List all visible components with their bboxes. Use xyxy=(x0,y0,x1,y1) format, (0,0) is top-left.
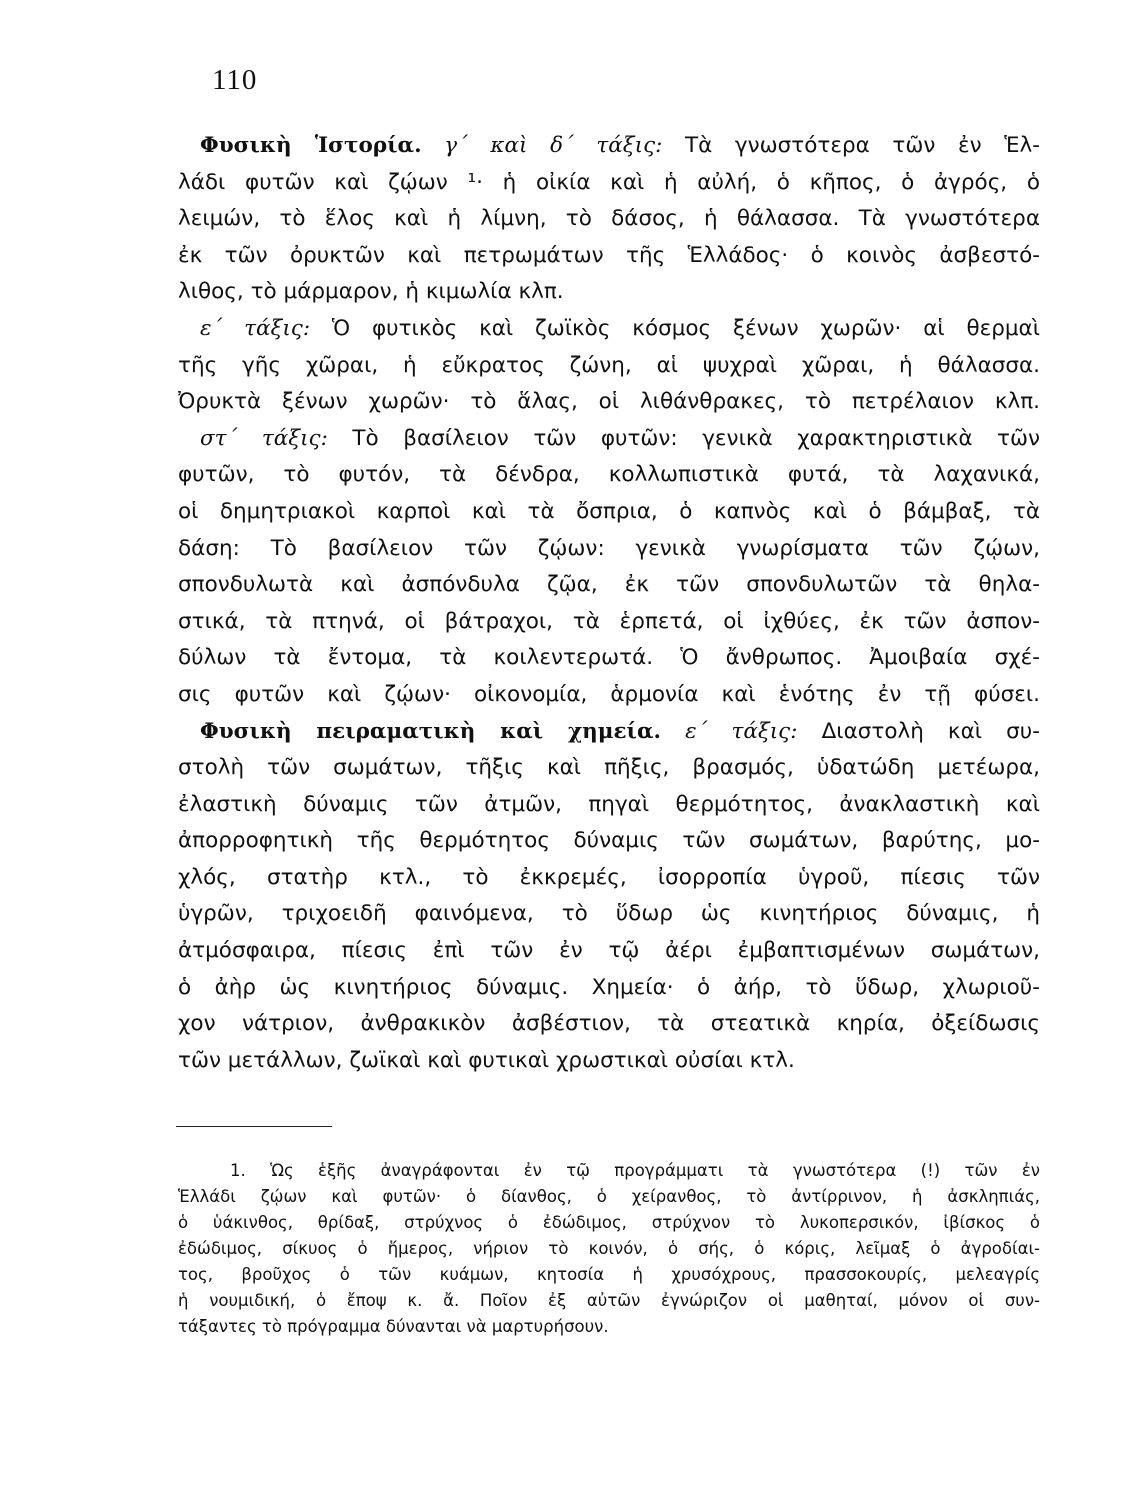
body-text xyxy=(178,128,1040,1079)
class-e-paragraph xyxy=(178,311,1040,421)
text-line: λάδι φυτῶν καὶ ζῴων ¹· ἡ οἰκία καὶ ἡ αὐλή, ὁ κῆπος, ὁ ἀγρός, ὁ xyxy=(178,169,1040,195)
physics-chemistry-paragraph xyxy=(178,714,1040,1080)
text-line: τῶν μετάλλων, ζωϊκαὶ καὶ φυτικαὶ χρωστικαὶ οὐσίαι κτλ. xyxy=(178,1047,795,1073)
text-line: χλός, στατὴρ κτλ., τὸ ἐκκρεμές, ἰσορροπία ὑγροῦ, πίεσις τῶν xyxy=(178,864,1040,890)
text-line: σπονδυλωτὰ καὶ ἀσπόνδυλα ζῷα, ἐκ τῶν σπονδυλωτῶν τὰ θηλα- xyxy=(178,572,1040,598)
footnote-line: ἐδώδιμος, σίκυος ὁ ἥμερος, νήριον τὸ κοινόν, ὁ σής, ὁ κόρις, λεῖμαξ ὁ ἀγροδίαι- xyxy=(178,1239,1040,1258)
text-line: λιθος, τὸ μάρμαρον, ἡ κιμωλία κλπ. xyxy=(178,279,564,305)
text-line: δύλων τὰ ἔντομα, τὰ κοιλεντερωτά. Ὁ ἄνθρωπος. Ἀμοιβαία σχέ- xyxy=(178,645,1040,671)
class-st-paragraph xyxy=(178,421,1040,714)
page-number: 110 xyxy=(212,64,258,96)
class-label: στ΄ τάξις: xyxy=(200,425,328,451)
natural-history-heading: Φυσικὴ Ἱστορία. xyxy=(200,133,422,158)
footnote-line: τάξαντες τὸ πρόγραμμα δύνανται νὰ μαρτυρήσουν. xyxy=(178,1317,609,1336)
text-line: Φυσικὴ Ἱστορία. γ΄ καὶ δ΄ τάξις: Τὰ γνωστότερα τῶν ἐν Ἑλ- xyxy=(200,133,1040,158)
class-label: ε΄ τάξις: xyxy=(685,718,798,744)
class-label: ε΄ τάξις: xyxy=(200,315,311,341)
footnote-line: ὁ ὑάκινθος, θρίδαξ, στρύχνος ὁ ἐδώδιμος, στρύχνον τὸ λυκοπερσικόν, ἰβίσκος ὁ xyxy=(178,1213,1040,1232)
text-line: ε΄ τάξις: Ὁ φυτικὸς καὶ ζωϊκὸς κόσμος ξένων χωρῶν· αἱ θερμαὶ xyxy=(200,315,1041,341)
text-line: Ὀρυκτὰ ξένων χωρῶν· τὸ ἅλας, οἱ λιθάνθρακες, τὸ πετρέλαιον κλπ. xyxy=(178,389,1040,415)
footnote-line: 1. Ὡς ἑξῆς ἀναγράφονται ἐν τῷ προγράμματι τὰ γνωστότερα (!) τῶν ἐν xyxy=(230,1161,1040,1180)
text-line: στ΄ τάξις: Τὸ βασίλειον τῶν φυτῶν: γενικὰ χαρακτηριστικὰ τῶν xyxy=(200,425,1040,451)
text-line: ὁ ἀὴρ ὡς κινητήριος δύναμις. Χημεία· ὁ ἀήρ, τὸ ὕδωρ, χλωριοῦ- xyxy=(178,974,1040,1000)
footnote-line: Ἑλλάδι ζῴων καὶ φυτῶν· ὁ δίανθος, ὁ χείρανθος, τὸ ἀντίρρινον, ἡ ἀσκληπιάς, xyxy=(178,1187,1040,1206)
text-line: ὑγρῶν, τριχοειδῆ φαινόμενα, τὸ ὕδωρ ὡς κινητήριος δύναμις, ἡ xyxy=(178,901,1040,927)
footnote xyxy=(178,1158,1040,1340)
text-line: λειμών, τὸ ἕλος καὶ ἡ λίμνη, τὸ δάσος, ἡ θάλασσα. Τὰ γνωστότερα xyxy=(178,206,1040,232)
text-line: ἀπορροφητικὴ τῆς θερμότητος δύναμις τῶν σωμάτων, βαρύτης, μο- xyxy=(178,828,1040,854)
natural-history-paragraph xyxy=(178,128,1040,311)
text-line: Φυσικὴ πειραματικὴ καὶ χημεία. ε΄ τάξις: Διαστολὴ καὶ συ- xyxy=(200,718,1040,744)
text-line: χον νάτριον, ἀνθρακικὸν ἀσβέστιον, τὰ στεατικὰ κηρία, ὀξείδωσις xyxy=(178,1011,1040,1037)
footnote-divider xyxy=(176,1126,332,1127)
text-line: ἐλαστικὴ δύναμις τῶν ἀτμῶν, πηγαὶ θερμότητος, ἀνακλαστικὴ καὶ xyxy=(178,791,1040,817)
physics-chemistry-heading: Φυσικὴ πειραματικὴ καὶ χημεία. xyxy=(200,718,661,744)
footnote-line: τος, βροῦχος ὁ τῶν κυάμων, κητοσία ἡ χρυσόχρους, πρασσοκουρίς, μελεαγρίς xyxy=(178,1265,1040,1284)
class-label: γ΄ καὶ δ΄ τάξις: xyxy=(444,133,663,158)
text-line: στολὴ τῶν σωμάτων, τῆξις καὶ πῆξις, βρασμός, ὑδατώδη μετέωρα, xyxy=(178,755,1040,781)
text-line: τῆς γῆς χῶραι, ἡ εὔκρατος ζώνη, αἱ ψυχραὶ χῶραι, ἡ θάλασσα. xyxy=(178,352,1040,378)
text-line: οἱ δημητριακοὶ καρποὶ καὶ τὰ ὄσπρια, ὁ καπνὸς καὶ ὁ βάμβαξ, τὰ xyxy=(178,498,1040,524)
footnote-line: ἡ νουμιδική, ὁ ἔποψ κ. ἄ. Ποῖον ἐξ αὐτῶν ἐγνώριζον οἱ μαθηταί, μόνον οἱ συν- xyxy=(178,1291,1040,1310)
text-line: στικά, τὰ πτηνά, οἱ βάτραχοι, τὰ ἑρπετά, οἱ ἰχθύες, ἐκ τῶν ἀσπον- xyxy=(178,608,1040,634)
text-line: δάση: Τὸ βασίλειον τῶν ζῴων: γενικὰ γνωρίσματα τῶν ζῴων, xyxy=(178,535,1040,561)
text-line: ἀτμόσφαιρα, πίεσις ἐπὶ τῶν ἐν τῷ ἀέρι ἐμβαπτισμένων σωμάτων, xyxy=(178,938,1040,964)
text-line: ἐκ τῶν ὀρυκτῶν καὶ πετρωμάτων τῆς Ἑλλάδος· ὁ κοινὸς ἀσβεστό- xyxy=(178,242,1040,268)
text-line: φυτῶν, τὸ φυτόν, τὰ δένδρα, κολλωπιστικὰ φυτά, τὰ λαχανικά, xyxy=(178,462,1040,488)
text-line: σις φυτῶν καὶ ζῴων· οἰκονομία, ἁρμονία καὶ ἑνότης ἐν τῇ φύσει. xyxy=(178,681,1040,707)
